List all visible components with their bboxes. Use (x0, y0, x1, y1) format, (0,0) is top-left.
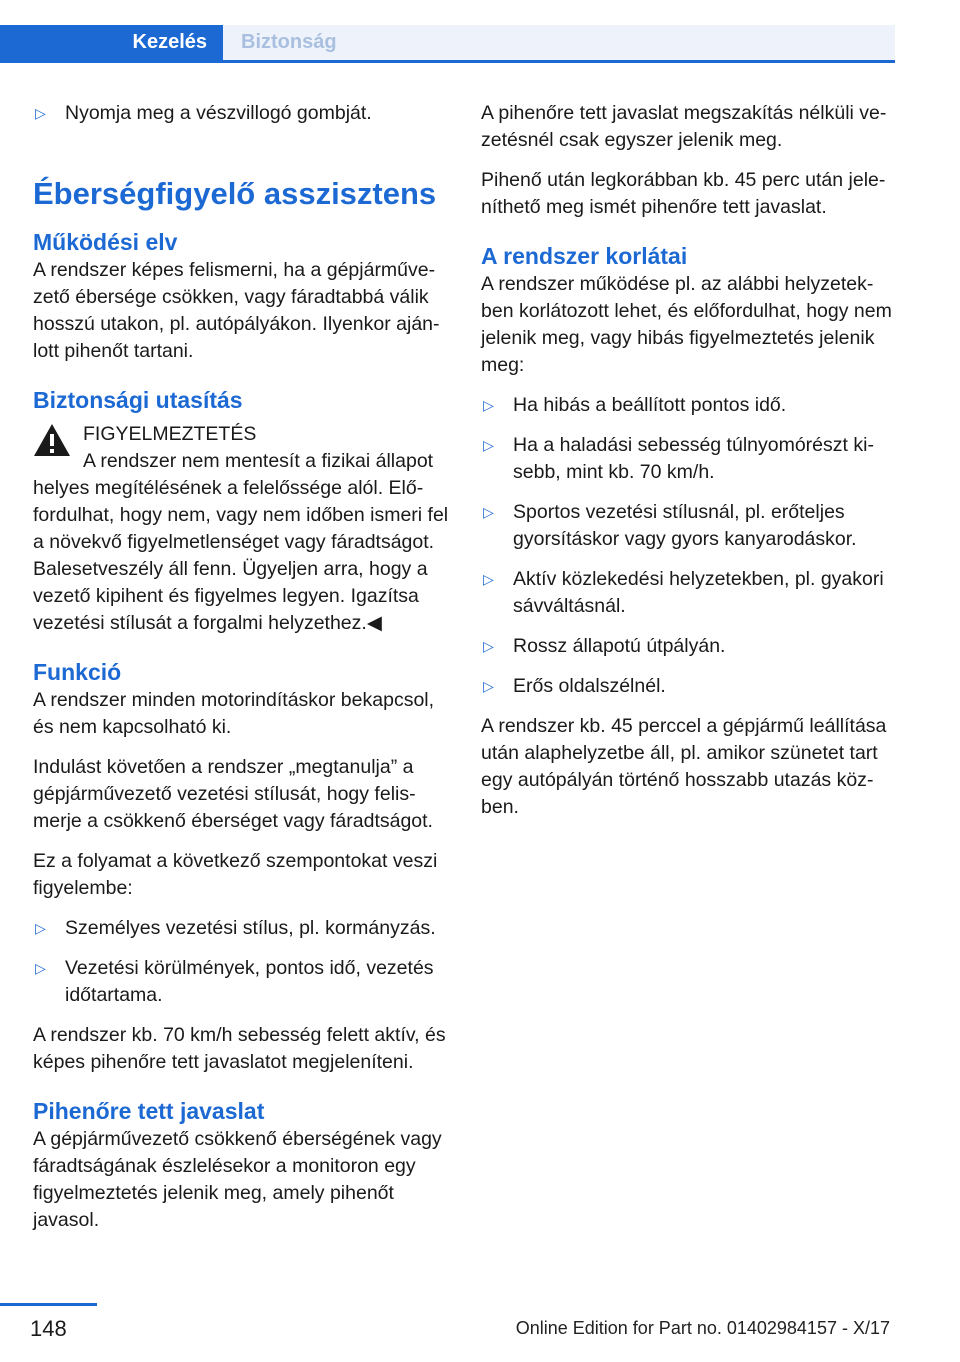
right-column (481, 100, 897, 834)
paragraph: A gépjárművezető csökkenő éberségének vagy fáradtságának észlelésekor a monitoron egy figyelmeztetés jelenik meg, amely pihenőt javasol. (33, 1128, 442, 1231)
list-item-text: Nyomja meg a vészvillogó gombját. (65, 102, 372, 124)
warning-block (33, 421, 449, 448)
footer-edition: Online Edition for Part no. 01402984157 - X/17 (515, 1318, 890, 1338)
list-item (33, 915, 449, 942)
subsection-title-funkcio: Funkció (33, 659, 122, 685)
left-column (33, 100, 449, 1247)
triangle-bullet-icon: ▷ (483, 678, 494, 694)
paragraph: Pihenő után legkorábban kb. 45 perc után jeleníthető meg ismét pihenőre tett javaslat. (481, 169, 886, 218)
header-rule (0, 60, 895, 63)
subsection-title-mukodesi-elv: Működési elv (33, 229, 178, 255)
paragraph: A rendszer kb. 70 km/h sebesség felett aktív, és képes pihenőre tett javaslatot megjeleníteni. (33, 1024, 446, 1073)
triangle-bullet-icon: ▷ (483, 437, 494, 453)
page-number: 148 (30, 1316, 67, 1341)
list-item-text: Vezetési körülmények, pontos idő, vezetés időtartama. (65, 957, 434, 1006)
list-item-text: Aktív közlekedési helyzetekben, pl. gyakori sávváltásnál. (513, 568, 884, 617)
list-item (33, 100, 449, 127)
paragraph: A rendszer működése pl. az alábbi helyzetekben korlátozott lehet, és előfordulhat, hogy nem jelenik meg, vagy hibás figyelmeztetés jelenik meg: (481, 273, 892, 376)
triangle-bullet-icon: ▷ (35, 105, 46, 121)
list-item-text: Ha a haladási sebesség túlnyomórészt kisebb, mint kb. 70 km/h. (513, 434, 874, 483)
paragraph: A pihenőre tett javaslat megszakítás nélküli vezetésnél csak egyszer jelenik meg. (481, 102, 887, 151)
triangle-bullet-icon: ▷ (35, 960, 46, 976)
paragraph: Indulást követően a rendszer „megtanulja” a gépjárművezető vezetési stílusát, hogy felismerje a csökkenő éberséget vagy fáradtságot. (33, 756, 433, 832)
list-item (33, 955, 449, 1009)
list-item-text: Ha hibás a beállított pontos idő. (513, 394, 787, 416)
triangle-bullet-icon: ▷ (483, 571, 494, 587)
paragraph: Ez a folyamat a következő szempontokat veszi figyelembe: (33, 850, 438, 899)
list-item-text: Sportos vezetési stílusnál, pl. erőteljes gyorsításkor vagy gyors kanyarodáskor. (513, 501, 857, 550)
list-item (481, 673, 897, 700)
list-item (481, 566, 897, 620)
triangle-bullet-icon: ▷ (35, 920, 46, 936)
paragraph: A rendszer kb. 45 perccel a gépjármű leállítása után alaphelyzetbe áll, pl. amikor szünetet tart egy autópályán történő hosszabb utazás közben. (481, 715, 887, 818)
list-item-text: Erős oldalszélnél. (513, 675, 666, 697)
triangle-bullet-icon: ▷ (483, 638, 494, 654)
tab-kezeles[interactable]: Kezelés (0, 25, 223, 60)
subsection-title-biztonsagi-utasitas: Biztonsági utasítás (33, 387, 243, 413)
warning-triangle-icon (33, 423, 71, 457)
list-item (481, 633, 897, 660)
footer-rule (0, 1303, 97, 1306)
paragraph: A rendszer képes felismerni, ha a gépjárművezető ébersége csökken, vagy fáradtabbá válik hosszú utakon, pl. autópályákon. Ilyenkor ajánlott pihenőt tartani. (33, 259, 440, 362)
warning-title: FIGYELMEZTETÉS (83, 423, 257, 445)
list-item-text: Személyes vezetési stílus, pl. kormányzás. (65, 917, 436, 939)
warning-text: A rendszer nem mentesít a fizikai állapot helyes megítélésének a felelőssége alól. Előfordulhat, hogy nem, vagy nem időben ismeri fel a növekvő figyelmetlenséget vagy fáradtságot. Balesetveszély áll fenn. Ügyeljen arra, hogy a vezető kipihent és figyelmes legyen. Igazítsa vezetési stílusát a forgalmi helyzethez.◀ (33, 450, 449, 634)
subsection-title-piheno: Pihenőre tett javaslat (33, 1098, 265, 1124)
list-item (481, 499, 897, 553)
subsection-title-korlatai: A rendszer korlátai (481, 243, 688, 269)
paragraph: A rendszer minden motorindításkor bekapcsol, és nem kapcsolható ki. (33, 689, 435, 738)
list-item (481, 392, 897, 419)
tab-biztonsag[interactable]: Biztonság (223, 25, 895, 60)
section-title: Éberségfigyelő asszisztens (33, 176, 437, 211)
list-item-text: Rossz állapotú útpályán. (513, 635, 726, 657)
list-item (481, 432, 897, 486)
triangle-bullet-icon: ▷ (483, 397, 494, 413)
page-header (0, 25, 895, 65)
triangle-bullet-icon: ▷ (483, 504, 494, 520)
